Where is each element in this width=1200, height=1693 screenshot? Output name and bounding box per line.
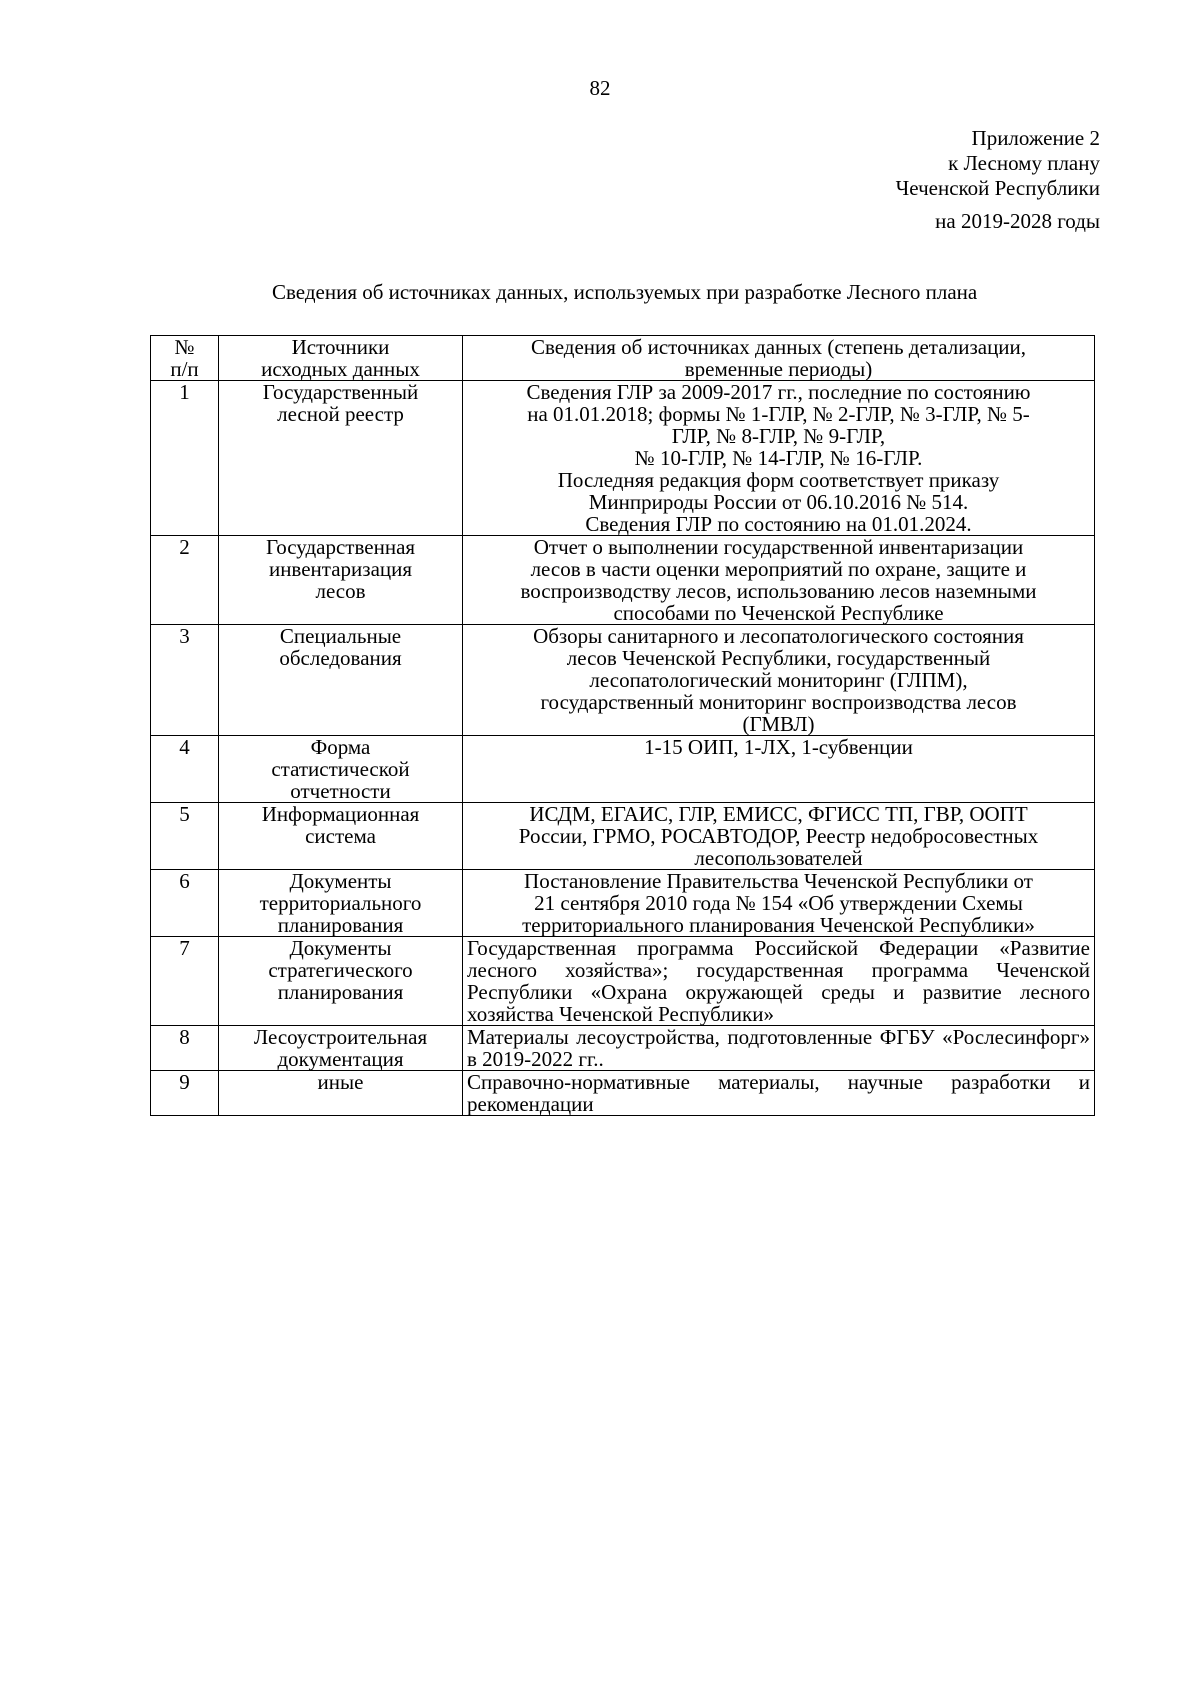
info-line: Постановление Правительства Чеченской Республики от — [524, 869, 1033, 893]
info-line: способами по Чеченской Республике — [613, 601, 944, 625]
source-line: лесной реестр — [277, 402, 404, 426]
info-line: Обзоры санитарного и лесопатологического состояния — [533, 624, 1024, 648]
source-line: документация — [277, 1047, 404, 1071]
source-line: статистической — [271, 757, 410, 781]
row-number: 7 — [151, 937, 219, 1026]
source-line: иные — [317, 1070, 364, 1094]
info-cell: Справочно-нормативные материалы, научные разработки и рекомендации — [463, 1071, 1095, 1116]
info-cell — [463, 625, 1095, 736]
info-line: Сведения ГЛР по состоянию на 01.01.2024. — [585, 512, 972, 536]
info-line: лесов Чеченской Республики, государственный — [566, 646, 991, 670]
source-cell — [219, 803, 463, 870]
source-line: Информационная — [261, 802, 420, 826]
source-line: инвентаризация — [268, 557, 413, 581]
table-row — [151, 1071, 1095, 1116]
source-cell — [219, 381, 463, 536]
source-line: отчетности — [290, 779, 391, 803]
info-line: № 10-ГЛР, № 14-ГЛР, № 16-ГЛР. — [634, 446, 923, 470]
source-cell — [219, 1026, 463, 1071]
table-row — [151, 870, 1095, 937]
table-row — [151, 536, 1095, 625]
info-cell: Материалы лесоустройства, подготовленные ФГБУ «Рослесинфорг» в 2019-2022 гг.. — [463, 1026, 1095, 1071]
source-line: территориального — [259, 891, 422, 915]
table-row — [151, 1026, 1095, 1071]
info-line: лесопатологический мониторинг (ГЛПМ), — [589, 668, 968, 692]
source-line: планирования — [277, 913, 404, 937]
header-line: Сведения об источниках данных (степень детализации, — [530, 335, 1027, 359]
info-line: (ГМВЛ) — [742, 712, 815, 736]
info-line: 21 сентября 2010 года № 154 «Об утверждении Схемы — [534, 891, 1023, 915]
source-line: Государственная — [265, 535, 416, 559]
header-line: № — [174, 335, 195, 359]
row-number: 3 — [151, 625, 219, 736]
header-info — [463, 336, 1095, 381]
row-number: 2 — [151, 536, 219, 625]
source-line: стратегического — [268, 958, 413, 982]
info-cell — [463, 736, 1095, 803]
source-line: Документы — [289, 936, 392, 960]
row-number: 9 — [151, 1071, 219, 1116]
table-row — [151, 625, 1095, 736]
source-cell — [219, 736, 463, 803]
info-line: Последняя редакция форм соответствует приказу — [557, 468, 1000, 492]
table-header-row — [151, 336, 1095, 381]
source-line: Специальные — [279, 624, 402, 648]
source-line: Лесоустроительная — [253, 1025, 428, 1049]
row-number: 8 — [151, 1026, 219, 1071]
source-line: планирования — [277, 980, 404, 1004]
document-title: Сведения об источниках данных, используемых при разработке Лесного плана — [272, 280, 978, 304]
appendix-line: Чеченской Республики — [895, 176, 1100, 200]
info-line: государственный мониторинг воспроизводства лесов — [540, 690, 1017, 714]
appendix-line: Приложение 2 — [971, 126, 1100, 150]
source-cell — [219, 870, 463, 937]
table-row — [151, 381, 1095, 536]
info-cell — [463, 803, 1095, 870]
source-cell — [219, 1071, 463, 1116]
info-line: лесов в части оценки мероприятий по охране, защите и — [530, 557, 1027, 581]
info-line: Минприроды России от 06.10.2016 № 514. — [588, 490, 969, 514]
info-line: ИСДМ, ЕГАИС, ГЛР, ЕМИСС, ФГИСС ТП, ГВР, ООПТ — [529, 802, 1028, 826]
appendix-line: на 2019-2028 годы — [935, 209, 1100, 233]
header-line: Источники — [291, 335, 390, 359]
header-line: п/п — [170, 357, 199, 381]
row-number: 6 — [151, 870, 219, 937]
table-row — [151, 736, 1095, 803]
table-row — [151, 803, 1095, 870]
appendix-line: к Лесному плану — [948, 151, 1100, 175]
info-cell: Государственная программа Российской Федерации «Развитие лесного хозяйства»; государственная программа Чеченской Республики «Охрана окружающей среды и развитие лесного хозяйства Чеченской Республики» — [463, 937, 1095, 1026]
info-cell — [463, 536, 1095, 625]
source-cell — [219, 536, 463, 625]
source-line: лесов — [315, 579, 366, 603]
table-row — [151, 937, 1095, 1026]
info-line: России, ГРМО, РОСАВТОДОР, Реестр недобросовестных — [518, 824, 1039, 848]
row-number: 4 — [151, 736, 219, 803]
page-number: 82 — [589, 76, 611, 100]
row-number: 5 — [151, 803, 219, 870]
source-cell — [219, 625, 463, 736]
row-number: 1 — [151, 381, 219, 536]
source-line: Документы — [289, 869, 392, 893]
appendix-block — [896, 126, 1100, 234]
header-line: временные периоды) — [684, 357, 873, 381]
info-cell — [463, 381, 1095, 536]
header-source — [219, 336, 463, 381]
source-line: обследования — [279, 646, 402, 670]
info-line: территориального планирования Чеченской Республики» — [522, 913, 1035, 937]
info-cell — [463, 870, 1095, 937]
info-line: 1-15 ОИП, 1-ЛХ, 1-субвенции — [644, 735, 913, 759]
header-num — [151, 336, 219, 381]
source-line: система — [305, 824, 376, 848]
info-line: лесопользователей — [694, 846, 863, 870]
info-line: ГЛР, № 8-ГЛР, № 9-ГЛР, — [671, 424, 886, 448]
info-line: Сведения ГЛР за 2009-2017 гг., последние по состоянию — [526, 380, 1031, 404]
source-line: Форма — [310, 735, 371, 759]
info-line: воспроизводству лесов, использованию лесов наземными — [520, 579, 1037, 603]
sources-table — [150, 335, 1095, 1116]
info-line: на 01.01.2018; формы № 1-ГЛР, № 2-ГЛР, № 3-ГЛР, № 5- — [527, 402, 1030, 426]
header-line: исходных данных — [261, 357, 420, 381]
info-line: Отчет о выполнении государственной инвентаризации — [533, 535, 1024, 559]
source-line: Государственный — [262, 380, 419, 404]
source-cell — [219, 937, 463, 1026]
